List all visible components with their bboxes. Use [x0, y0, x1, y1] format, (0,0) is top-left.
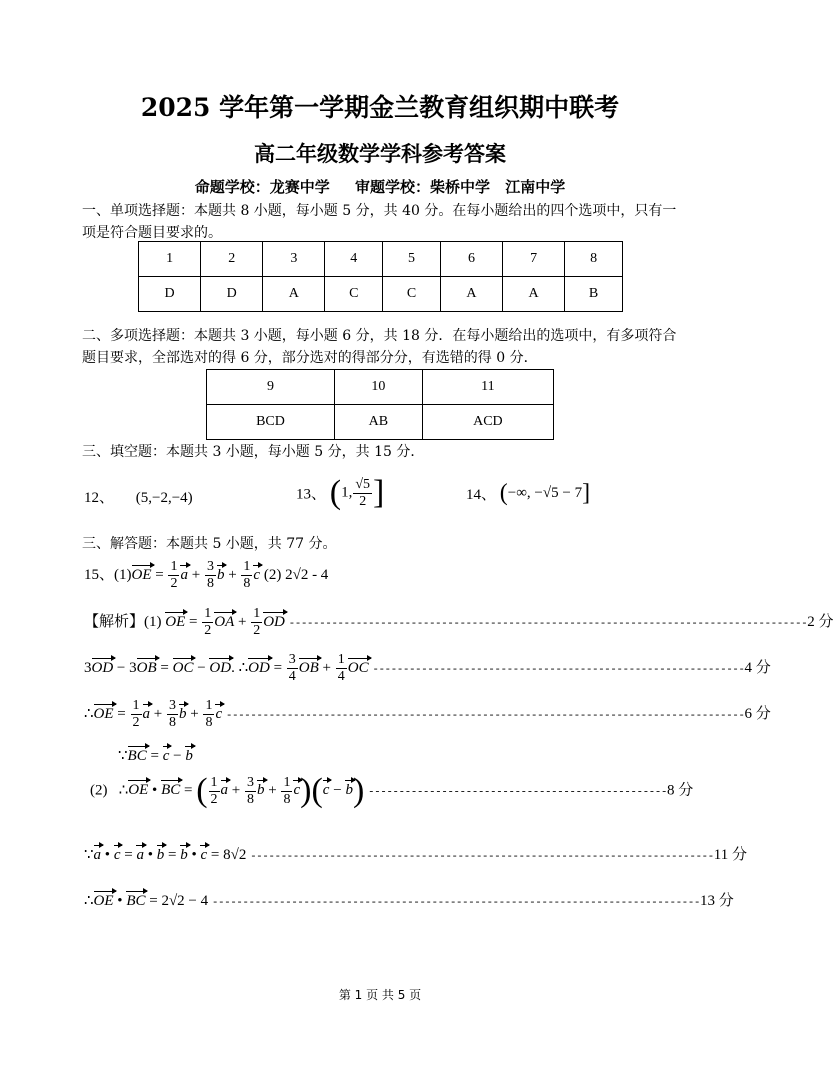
analysis-label: 【解析】 [84, 613, 145, 630]
table-cell: 10 [334, 370, 422, 405]
table-cell: A [263, 277, 325, 312]
analysis-line-4: ∵BC = c − b [118, 748, 193, 764]
page-number: 第 1 页 共 5 页 [338, 988, 422, 1002]
q12-label: 12、 [84, 490, 115, 506]
table-cell: ACD [422, 405, 553, 440]
exam-subtitle: 高二年级数学学科参考答案 [254, 141, 506, 166]
table-cell: 2 [201, 242, 263, 277]
table-cell: 11 [422, 370, 553, 405]
table-cell: 6 [440, 242, 502, 277]
table-row [139, 277, 623, 312]
section4-intro: 三、解答题：本题共 5 小题，共 77 分。 [82, 536, 337, 552]
table-cell: 7 [503, 242, 565, 277]
q15-label: 15、 [84, 566, 115, 583]
analysis-line-5: (2) ∴OE • BC = ( $\frac{1}{2}$ a + $\frac{3}{8}$ b + $\frac{1}{8}$ c)(c − b) -------------------------------------------------8 分 [90, 772, 694, 809]
table-cell: 5 [383, 242, 441, 277]
table-cell: B [565, 277, 623, 312]
q13-label: 13、 [296, 486, 327, 503]
table-cell: A [440, 277, 502, 312]
table-cell: D [201, 277, 263, 312]
table-cell: D [139, 277, 201, 312]
section3-intro: 三、填空题：本题共 3 小题，每小题 5 分，共 15 分． [82, 444, 425, 460]
analysis-line-1: 【解析】(1) OE = $\frac{1}{2}$ OA + $\frac{1}{2}$ OD -------------------------------------------------------------------------------------2 分 [84, 606, 833, 638]
multi-choice-table [206, 369, 554, 440]
table-cell: 1 [139, 242, 201, 277]
analysis-line-3: ∴OE = $\frac{1}{2}$ a + $\frac{3}{8}$ b + $\frac{1}{8}$ c -------------------------------------------------------------------------------------6 分 [84, 698, 771, 730]
analysis-line-6: ∵a • c = a • b = b • c = 8√2 ----------------------------------------------------------------------------11 分 [84, 847, 747, 863]
table-cell: BCD [207, 405, 335, 440]
analysis-line-7: ∴OE • BC = 2√2 − 4 --------------------------------------------------------------------------------13 分 [84, 893, 734, 909]
author-school: 命题学校：龙赛中学 [194, 178, 330, 196]
reviewer-school-2: 江南中学 [505, 178, 566, 196]
section1-intro: 一、单项选择题：本题共 8 小题，每小题 5 分，共 40 分。在每小题给出的四个选项中，只有一项是符合题目要求的。 [82, 203, 677, 241]
score: 2 分 [807, 613, 833, 630]
q12 [84, 486, 193, 507]
q14: 14、 (−∞, −√5 − 7] [466, 480, 591, 506]
reviewer-school: 审题学校：柴桥中学 [354, 178, 490, 196]
table-cell: 8 [565, 242, 623, 277]
score: 8 分 [666, 782, 694, 799]
score: 11 分 [713, 847, 747, 863]
table-cell: C [383, 277, 441, 312]
table-row [207, 405, 554, 440]
exam-title: 2025 学年第一学期金兰教育组织期中联考 [140, 93, 620, 122]
score: 6 分 [744, 705, 771, 722]
table-cell: 4 [325, 242, 383, 277]
table-row [207, 370, 554, 405]
score: 13 分 [699, 893, 734, 909]
section2-intro: 二、多项选择题：本题共 3 小题，每小题 6 分，共 18 分．在每小题给出的选项中，有多项符合题目要求，全部选对的得 6 分，部分选对的得部分分，有选错的得 0 分． [82, 328, 677, 366]
single-choice-table [138, 241, 623, 312]
q14-label: 14、 [466, 487, 497, 503]
table-cell: A [503, 277, 565, 312]
q13: 13、 (1, $\frac{√5}{2}$ ] [296, 474, 385, 511]
q15-summary: 15、(1)OE = $\frac{1}{2}$ a + $\frac{3}{8}$ b + $\frac{1}{8}$ c (2) 2√2 - 4 [84, 559, 329, 591]
score: 4 分 [744, 659, 771, 676]
q12-answer: (5,−2,−4) [135, 490, 193, 506]
table-cell: 3 [263, 242, 325, 277]
table-row [139, 242, 623, 277]
table-cell: C [325, 277, 383, 312]
table-cell: 9 [207, 370, 335, 405]
table-cell: AB [334, 405, 422, 440]
analysis-line-2: 3OD − 3OB = OC − OD. ∴OD = $\frac{3}{4}$ OB + $\frac{1}{4}$ OC -------------------------------------------------------------4 分 [84, 652, 771, 684]
author-line [0, 176, 760, 197]
